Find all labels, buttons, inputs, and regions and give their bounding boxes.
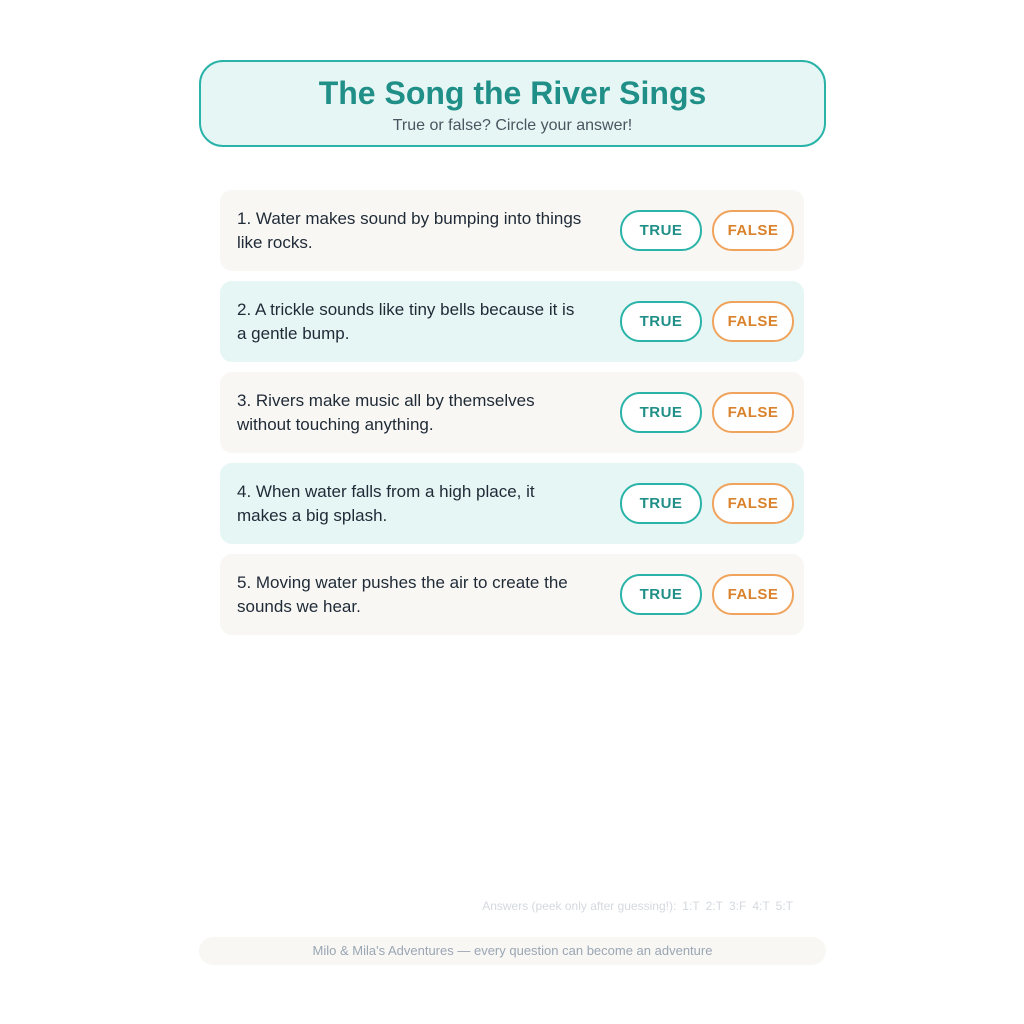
true-button[interactable]: TRUE bbox=[620, 301, 702, 342]
page-subtitle: True or false? Circle your answer! bbox=[392, 117, 633, 134]
false-button[interactable]: FALSE bbox=[712, 210, 794, 251]
question-row-5 bbox=[220, 554, 804, 635]
question-text: 4. When water falls from a high place, it makes a big splash. bbox=[237, 482, 535, 525]
question-row-4 bbox=[220, 463, 804, 544]
answer-key bbox=[476, 899, 793, 913]
false-button[interactable]: FALSE bbox=[712, 574, 794, 615]
false-button[interactable]: FALSE bbox=[712, 301, 794, 342]
question-row-2 bbox=[220, 281, 804, 362]
true-button[interactable]: TRUE bbox=[620, 210, 702, 251]
footer-banner bbox=[199, 937, 826, 965]
true-button[interactable]: TRUE bbox=[620, 574, 702, 615]
answer-item: 1:T bbox=[682, 899, 700, 913]
true-button[interactable]: TRUE bbox=[620, 392, 702, 433]
answer-item: 2:T bbox=[705, 899, 723, 913]
page-title: The Song the River Sings bbox=[318, 75, 707, 111]
false-button[interactable]: FALSE bbox=[712, 392, 794, 433]
question-text: 2. A trickle sounds like tiny bells because it is a gentle bump. bbox=[237, 300, 575, 343]
answer-item: 4:T bbox=[752, 899, 770, 913]
question-row-3 bbox=[220, 372, 804, 453]
question-text: 1. Water makes sound by bumping into things like rocks. bbox=[237, 209, 582, 252]
answer-key-label: Answers (peek only after guessing!): bbox=[482, 899, 677, 913]
answer-item: 5:T bbox=[775, 899, 793, 913]
false-button[interactable]: FALSE bbox=[712, 483, 794, 524]
question-row-1 bbox=[220, 190, 804, 271]
question-text: 5. Moving water pushes the air to create the sounds we hear. bbox=[237, 573, 568, 616]
true-button[interactable]: TRUE bbox=[620, 483, 702, 524]
answer-item: 3:F bbox=[728, 899, 747, 913]
title-banner bbox=[199, 60, 826, 147]
footer-text: Milo & Mila's Adventures — every question can become an adventure bbox=[312, 943, 713, 958]
question-list bbox=[220, 190, 804, 645]
question-text: 3. Rivers make music all by themselves without touching anything. bbox=[237, 391, 535, 434]
